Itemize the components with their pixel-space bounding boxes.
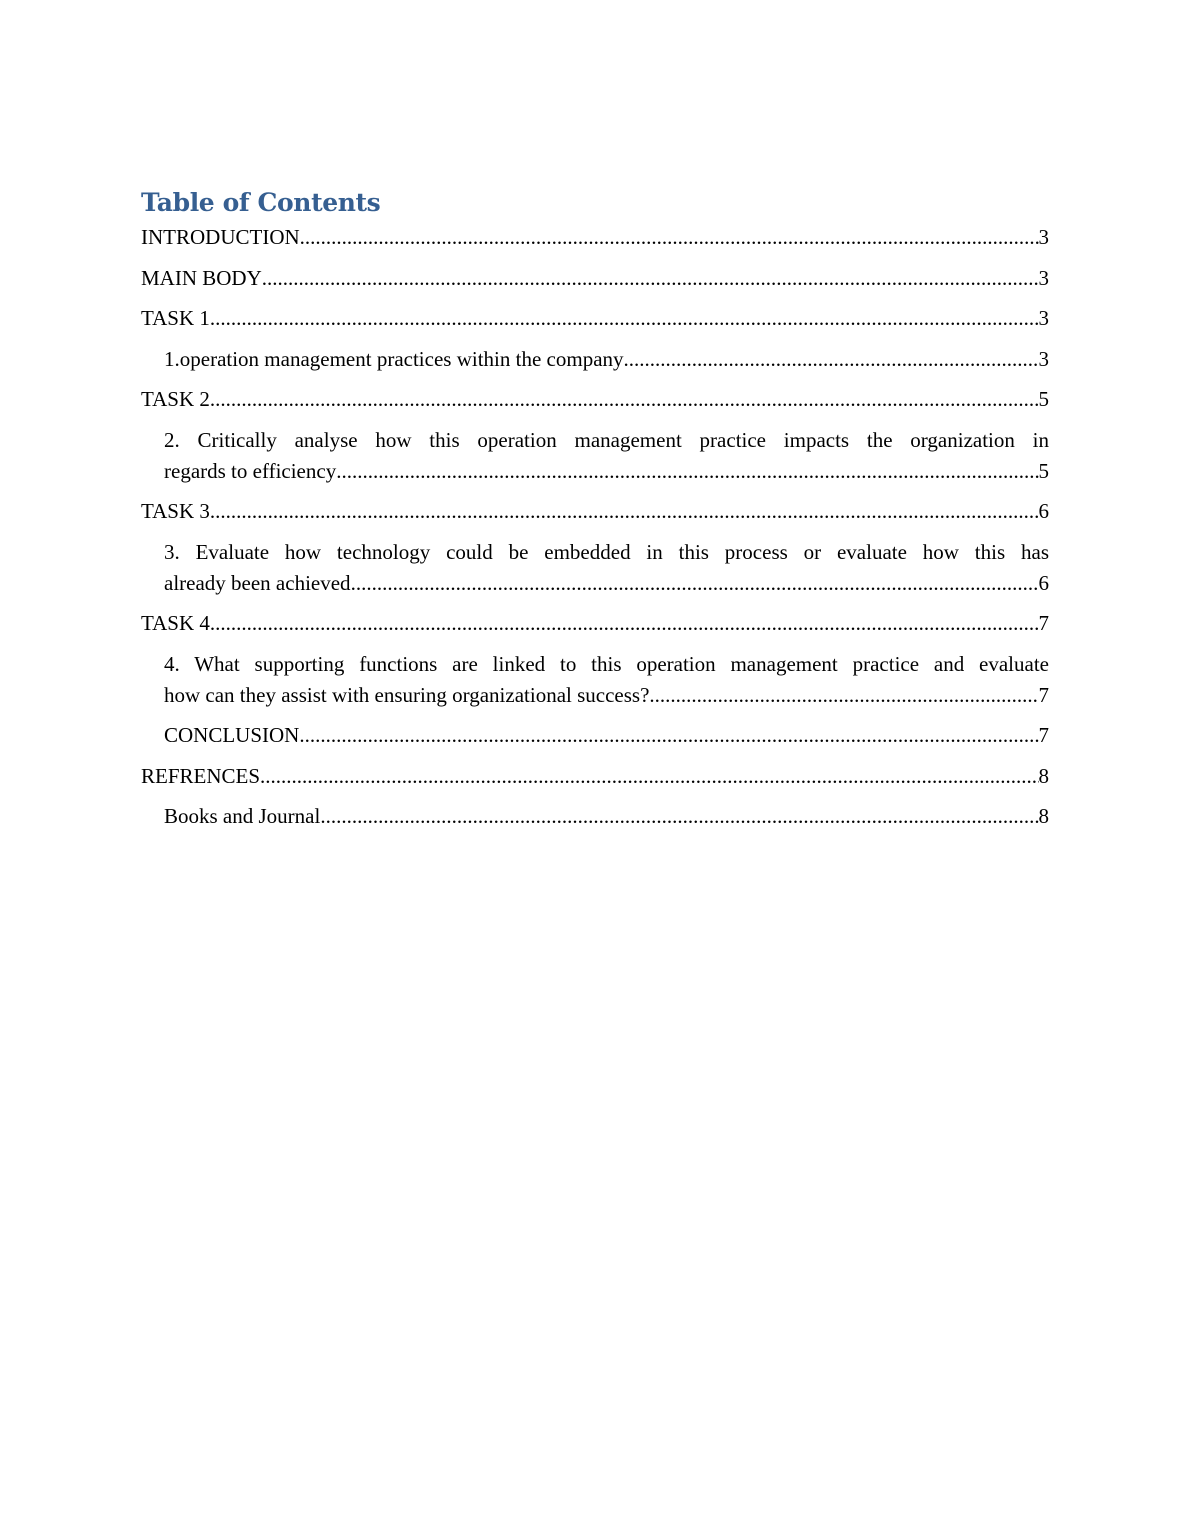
toc-entry-label-line2: already been achieved (164, 570, 351, 595)
toc-entry-task-1-sub[interactable] (141, 344, 1049, 375)
toc-entry-task-2-sub[interactable] (141, 425, 1049, 487)
toc-entry-label-line2: regards to efficiency (164, 458, 337, 483)
toc-entry-label: REFRENCES (141, 763, 261, 788)
toc-entry-line2 (164, 456, 1049, 487)
toc-leader-dots (210, 384, 1039, 415)
toc-entry-label: CONCLUSION (164, 723, 300, 747)
toc-entry-task-3[interactable] (141, 496, 1049, 527)
toc-leader-dots (336, 456, 1038, 487)
toc-page-number: 3 (1038, 265, 1049, 290)
toc-leader-dots (299, 720, 1038, 751)
toc-entry-task-1[interactable] (141, 303, 1049, 334)
toc-entry-label-line1: 2. Critically analyse how this operation management practice impacts the organization in (164, 427, 1049, 452)
toc-leader-dots (210, 496, 1039, 527)
toc-entry-label: 1.operation management practices within the company (164, 346, 624, 371)
toc-entry-refrences[interactable] (141, 761, 1049, 792)
toc-entry-label: TASK 1 (141, 306, 210, 330)
toc-entry-label-line1: 3. Evaluate how technology could be embedded in this process or evaluate how this has (164, 539, 1049, 564)
toc-entry-line2 (164, 568, 1049, 599)
toc-leader-dots (624, 344, 1039, 375)
toc-entry-line2 (164, 680, 1049, 711)
toc-leader-dots (260, 761, 1038, 792)
toc-page-number: 3 (1038, 225, 1049, 249)
toc-entry-books-and-journal[interactable] (141, 801, 1049, 832)
toc-page-number: 6 (1038, 570, 1049, 595)
toc-leader-dots (262, 263, 1039, 294)
toc-entry-label: TASK 4 (141, 611, 210, 635)
toc-entry-task-2[interactable] (141, 384, 1049, 415)
toc-leader-dots (210, 608, 1039, 639)
toc-page-number: 5 (1038, 458, 1049, 483)
toc-entry-main-body[interactable] (141, 263, 1049, 294)
toc-page-number: 7 (1038, 611, 1049, 635)
document-page (141, 184, 1049, 842)
toc-page-number: 5 (1038, 387, 1049, 411)
toc-entry-conclusion[interactable] (141, 720, 1049, 751)
toc-leader-dots (300, 222, 1039, 253)
toc-entry-label: INTRODUCTION (141, 225, 300, 249)
toc-entry-introduction[interactable] (141, 222, 1049, 253)
toc-page-number: 8 (1038, 804, 1049, 828)
toc-entry-task-3-sub[interactable] (141, 537, 1049, 599)
toc-leader-dots (210, 303, 1039, 334)
toc-page-number: 6 (1038, 499, 1049, 523)
toc-leader-dots (320, 801, 1038, 832)
toc-page-number: 8 (1038, 763, 1049, 788)
toc-page-number: 3 (1038, 346, 1049, 371)
toc-leader-dots (649, 680, 1038, 711)
toc-entry-label: MAIN BODY (141, 265, 262, 290)
toc-entry-label-line1: 4. What supporting functions are linked to this operation management practice and evaluate (164, 651, 1049, 676)
toc-leader-dots (351, 568, 1039, 599)
toc-entry-label-line2: how can they assist with ensuring organizational success? (164, 682, 650, 707)
toc-entry-label: Books and Journal (164, 804, 321, 828)
toc-entry-label: TASK 2 (141, 387, 210, 411)
toc-entry-label: TASK 3 (141, 499, 210, 523)
toc-page-number: 7 (1038, 723, 1049, 747)
toc-title: Table of Contents (141, 188, 381, 217)
toc-list (141, 222, 1049, 832)
toc-page-number: 3 (1038, 306, 1049, 330)
toc-entry-task-4[interactable] (141, 608, 1049, 639)
toc-page-number: 7 (1038, 682, 1049, 707)
toc-entry-task-4-sub[interactable] (141, 649, 1049, 711)
